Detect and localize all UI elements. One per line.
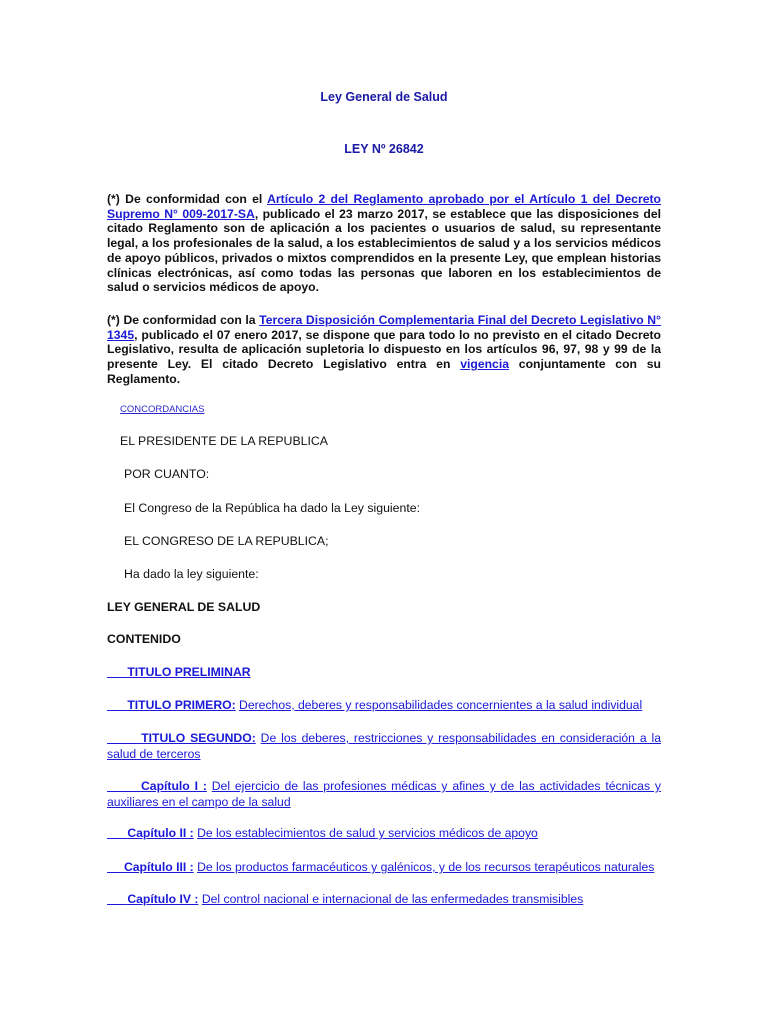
toc-item[interactable] — [107, 892, 661, 908]
toc-text[interactable]: Del ejercicio de las profesiones médicas y afines y de las actividades técnicas y auxiliares en el campo de la salud — [107, 779, 661, 809]
note-reglamento — [107, 192, 661, 295]
toc-item[interactable] — [107, 779, 661, 810]
toc-text[interactable]: De los deberes, restricciones y responsabilidades en consideración a la salud de terceros — [107, 731, 661, 761]
ley-general-heading: LEY GENERAL DE SALUD — [107, 600, 261, 614]
toc-head[interactable]: TITULO PRIMERO: — [127, 698, 236, 712]
note1-text: , publicado el 23 marzo 2017, se establece que las disposiciones del citado Reglamento son de aplicación a los pacientes o usuarios de salud, su representante legal, a los profesionales de la salud, a los establecimientos de salud y a los servicios médicos de apoyo públicos, privados o mixtos comprendidos en la presente Ley, que emplean historias clínicas electrónicas, así como todas las personas que laboren en los establecimientos de salud o servicios médicos de apoyo. — [107, 206, 661, 295]
toc-head[interactable]: Capítulo III : — [123, 860, 194, 874]
toc-head[interactable]: Capítulo II : — [127, 826, 194, 840]
note2-text: , publicado el 07 enero 2017, se dispone que para todo lo no previsto en el citado Decreto Legislativo, resulta de aplicación supletoria lo dispuesto en los artículos 96, 97, 98 y 99 de la presente Ley. El citado Decreto Legislativo entra en — [107, 327, 661, 372]
note2-prefix: (*) De conformidad con la — [107, 313, 260, 327]
toc-text[interactable]: Derechos, deberes y responsabilidades concernientes a la salud individual — [239, 698, 643, 712]
toc-item[interactable] — [107, 698, 661, 714]
toc-text[interactable]: De los productos farmacéuticos y galénicos, y de los recursos terapéuticos naturales — [197, 860, 655, 874]
document-title: Ley General de Salud — [320, 90, 448, 104]
note1-link[interactable]: Artículo 2 del Reglamento aprobado por el Artículo 1 del Decreto Supremo N° 009-2017-SA — [107, 192, 661, 221]
law-number: LEY Nº 26842 — [344, 142, 424, 156]
toc-head[interactable]: TITULO SEGUNDO: — [141, 731, 256, 745]
congreso-line: EL CONGRESO DE LA REPUBLICA; — [124, 534, 329, 548]
note1-prefix: (*) De conformidad con el — [107, 192, 268, 206]
concordancias-link[interactable]: CONCORDANCIAS — [120, 404, 205, 415]
toc-item[interactable] — [107, 860, 661, 876]
toc-head[interactable]: Capítulo IV : — [127, 892, 199, 906]
congreso-dado-line: El Congreso de la República ha dado la Ley siguiente: — [124, 501, 421, 515]
note2-suffix: conjuntamente con su Reglamento. — [107, 357, 661, 386]
toc-item[interactable] — [107, 665, 661, 681]
toc-text[interactable]: Del control nacional e internacional de las enfermedades transmisibles — [201, 892, 584, 906]
note-decreto — [107, 313, 661, 387]
toc-item[interactable] — [107, 826, 661, 842]
president-line: EL PRESIDENTE DE LA REPUBLICA — [120, 434, 328, 448]
toc-item[interactable] — [107, 731, 661, 762]
vigencia-link[interactable]: vigencia — [460, 357, 509, 372]
toc-head[interactable]: Capítulo I : — [140, 779, 207, 793]
contenido-heading: CONTENIDO — [107, 632, 181, 646]
toc-text[interactable]: De los establecimientos de salud y servicios médicos de apoyo — [197, 826, 538, 840]
ha-dado-line: Ha dado la ley siguiente: — [124, 567, 259, 581]
note2-link[interactable]: Tercera Disposición Complementaria Final del Decreto Legislativo N° 1345 — [107, 313, 661, 342]
por-cuanto: POR CUANTO: — [124, 467, 210, 481]
toc-head[interactable]: TITULO PRELIMINAR — [127, 665, 251, 679]
